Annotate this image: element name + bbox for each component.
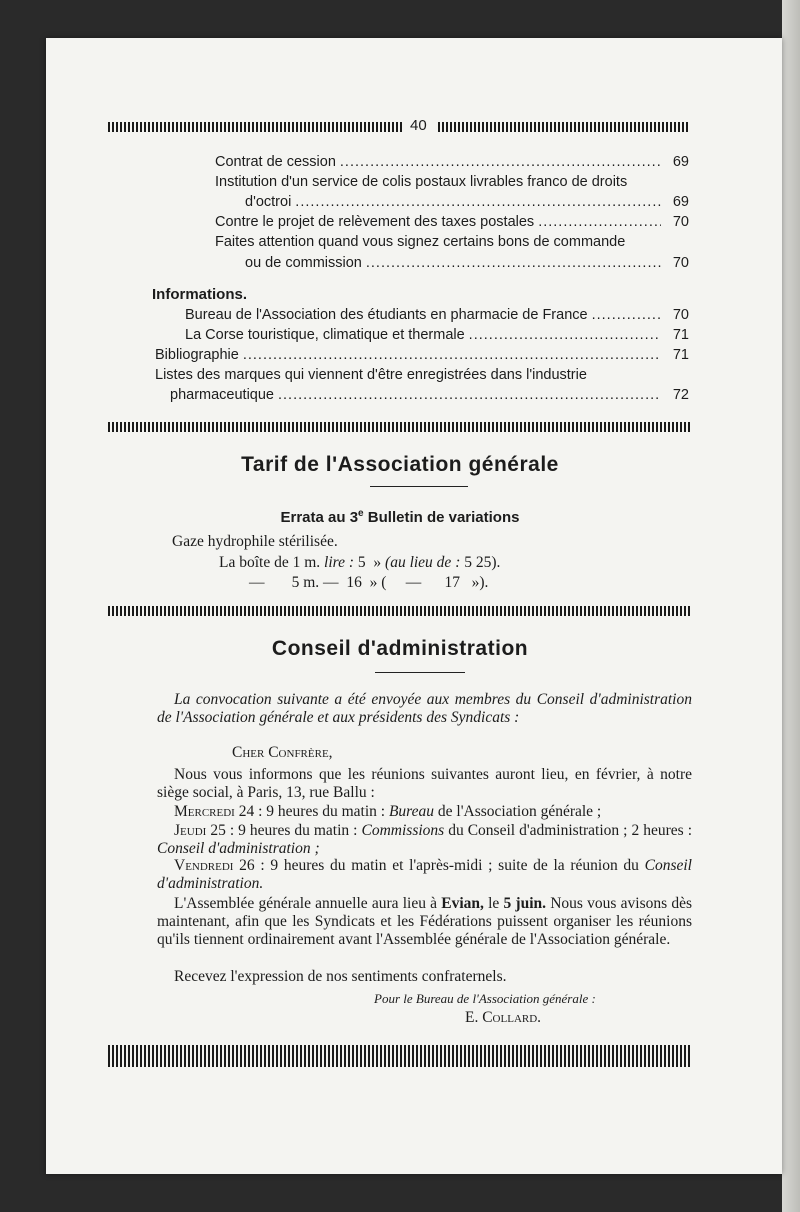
toc-page: 71 — [672, 327, 689, 343]
salutation: Cher Confrère, — [232, 744, 333, 761]
toc-label: Bureau de l'Association des étudiants en pharmacie de France — [185, 307, 588, 323]
toc-page: 69 — [672, 194, 689, 210]
conseil-intro: La convocation suivante a été envoyée aux membres du Conseil d'administration de l'Association générale et aux présidents des Syndicats : — [157, 691, 692, 726]
errata-row-1: La boîte de 1 m. lire : 5 » (au lieu de : 5 25). — [219, 554, 501, 571]
toc-entry-bureau — [185, 307, 689, 323]
toc-page: 72 — [672, 387, 689, 403]
toc-page: 70 — [672, 255, 689, 271]
section-divider — [108, 422, 690, 432]
paragraph-mercredi: Mercredi 24 : 9 heures du matin : Bureau de l'Association générale ; — [174, 803, 602, 820]
page-header-rule — [108, 117, 690, 134]
toc-entry-colis — [245, 194, 689, 210]
toc-page: 70 — [672, 214, 689, 230]
errata-row-2: — 5 m. — 16 » ( — 17 »). — [249, 574, 489, 591]
page-edge — [782, 0, 800, 1212]
header-hatch-right — [438, 122, 690, 132]
toc-label: Listes des marques qui viennent d'être enregistrées dans l'industrie — [155, 367, 587, 383]
toc-label: La Corse touristique, climatique et thermale — [185, 327, 465, 343]
toc-entry-corse — [185, 327, 689, 343]
toc-entry-bibliographie — [155, 347, 689, 363]
toc-label: Contrat de cession — [215, 154, 336, 170]
toc-entry-listes — [170, 387, 689, 403]
toc-label: Institution d'un service de colis postaux livrables franco de droits — [215, 174, 628, 190]
paragraph-vendredi: Vendredi 26 : 9 heures du matin et l'après-midi ; suite de la réunion du Conseil d'administration. — [157, 857, 692, 892]
title-underline — [370, 486, 468, 487]
toc-section-informations: Informations. — [152, 286, 248, 303]
toc-entry-bons — [245, 255, 689, 271]
toc-label: Bibliographie — [155, 347, 239, 363]
signature: E. Collard. — [465, 1009, 542, 1026]
header-hatch-left — [108, 122, 404, 132]
toc-page: 70 — [672, 307, 689, 323]
toc-label: d'octroi — [245, 194, 292, 210]
paragraph-jeudi: Jeudi 25 : 9 heures du matin : Commissions du Conseil d'administration ; 2 heures : Conseil d'administration ; — [157, 822, 693, 857]
toc-label: pharmaceutique — [170, 387, 274, 403]
paragraph-closing: Recevez l'expression de nos sentiments confraternels. — [174, 968, 507, 985]
paragraph-assemblee: L'Assemblée générale annuelle aura lieu à Evian, le 5 juin. Nous vous avisons dès maintenant, afin que les Syndicats et les Fédérations puissent organiser les réunions qu'ils tiennent ordinairement avant l'Assemblée générale de l'Association générale. — [157, 895, 692, 948]
conseil-title: Conseil d'administration — [271, 637, 529, 660]
toc-label: ou de commission — [245, 255, 362, 271]
toc-entry-contrat — [215, 154, 689, 170]
toc-entry-taxes — [215, 214, 689, 230]
signature-caption: Pour le Bureau de l'Association générale : — [374, 991, 596, 1006]
toc-label: Contre le projet de relèvement des taxes postales — [215, 214, 535, 230]
page-number: 40 — [410, 117, 427, 134]
toc-label: Faites attention quand vous signez certains bons de commande — [215, 234, 626, 250]
errata-item: Gaze hydrophile stérilisée. — [172, 533, 338, 550]
section-divider — [108, 606, 690, 616]
tarif-title: Tarif de l'Association générale — [241, 453, 559, 476]
toc-page: 69 — [672, 154, 689, 170]
footer-divider — [108, 1045, 690, 1067]
errata-heading: Errata au 3e Bulletin de variations — [280, 508, 520, 526]
title-underline — [375, 672, 465, 673]
toc-page: 71 — [672, 347, 689, 363]
paragraph-reunions: Nous vous informons que les réunions suivantes auront lieu, en février, à notre siège social, à Paris, 13, rue Ballu : — [157, 766, 692, 801]
